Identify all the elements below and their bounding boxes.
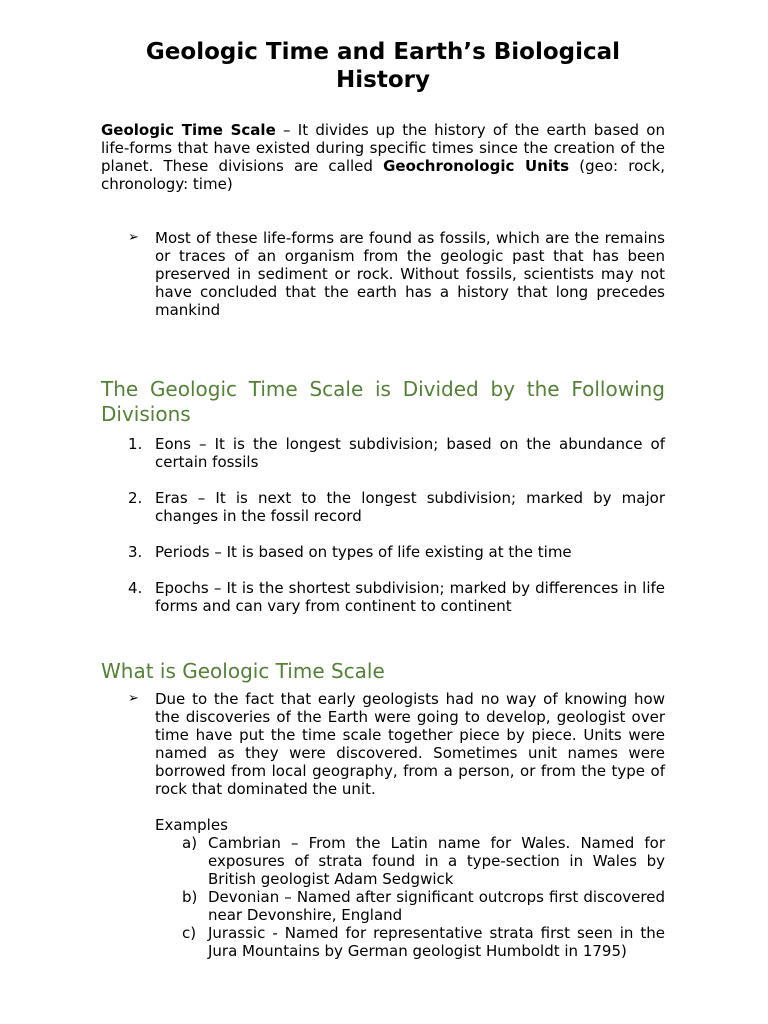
examples-label: Examples — [155, 816, 228, 834]
divisions-list — [101, 435, 665, 615]
example-text: Jurassic - Named for representative strata first seen in the Jura Mountains by German geologist Humboldt in 1795) — [208, 924, 665, 960]
intro-text-b: (geo: rock, chronology: time) — [101, 157, 665, 193]
example-item — [101, 834, 665, 888]
geologists-bullet-text: Due to the fact that early geologists had no way of knowing how the discoveries of the Earth were going to develop, geologist over time have put the time scale together piece by piece. Units were named as they were discovered. Sometimes unit names were borrowed from local geography, from a person, or from the type of rock that dominated the unit. — [155, 690, 665, 798]
list-item-text: Eras – It is next to the longest subdivision; marked by major changes in the fossil record — [155, 489, 665, 525]
example-text: Cambrian – From the Latin name for Wales. Named for exposures of strata found in a type-section in Wales by British geologist Adam Sedgwick — [208, 834, 665, 888]
example-text: Devonian – Named after significant outcrops first discovered near Devonshire, England — [208, 888, 665, 924]
list-item-text: Periods – It is based on types of life existing at the time — [155, 543, 572, 561]
list-item-number: 4. — [128, 579, 143, 597]
intro-paragraph — [101, 121, 665, 193]
intro-text-a: – It divides up the history of the earth based on life-forms that have existed during specific times since the creation of the planet. These divisions are called — [101, 121, 665, 175]
document-page — [101, 38, 665, 960]
fossil-bullet — [101, 229, 665, 319]
example-item — [101, 888, 665, 924]
intro-term2: Geochronologic Units — [383, 157, 570, 175]
list-item — [101, 489, 665, 525]
intro-term: Geologic Time Scale — [101, 121, 276, 139]
what-is-heading: What is Geologic Time Scale — [101, 659, 385, 683]
divisions-heading: The Geologic Time Scale is Divided by the Following Divisions — [101, 377, 665, 426]
list-item-number: 2. — [128, 489, 143, 507]
example-item — [101, 924, 665, 960]
list-item — [101, 579, 665, 615]
example-letter: a) — [182, 834, 198, 852]
list-item-number: 3. — [128, 543, 143, 561]
arrow-bullet-icon: ➢ — [128, 230, 139, 245]
example-letter: b) — [182, 888, 198, 906]
geologists-bullet — [101, 690, 665, 798]
fossil-bullet-text: Most of these life-forms are found as fossils, which are the remains or traces of an organism from the geologic past that has been preserved in sediment or rock. Without fossils, scientists may not have concluded that the earth has a history that long precedes mankind — [155, 229, 665, 319]
list-item-text: Eons – It is the longest subdivision; based on the abundance of certain fossils — [155, 435, 665, 471]
arrow-bullet-icon: ➢ — [128, 691, 139, 706]
list-item-number: 1. — [128, 435, 143, 453]
example-letter: c) — [182, 924, 197, 942]
document-title: Geologic Time and Earth’s Biological History — [145, 39, 621, 93]
list-item — [101, 543, 665, 561]
list-item — [101, 435, 665, 471]
list-item-text: Epochs – It is the shortest subdivision; marked by differences in life forms and can vary from continent to continent — [155, 579, 665, 615]
